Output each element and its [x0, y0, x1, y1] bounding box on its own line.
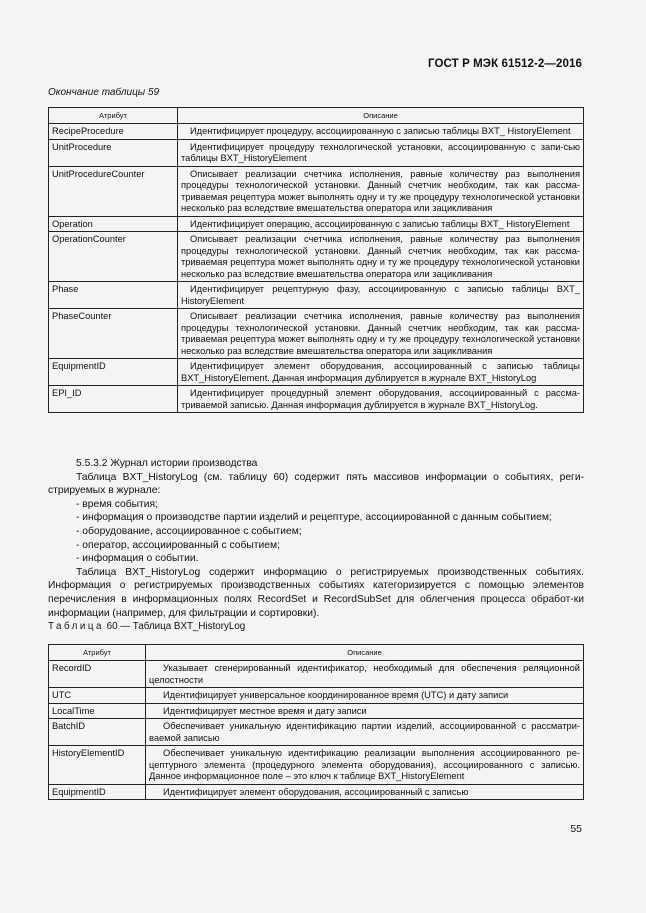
list-item: - оператор, ассоциированный с событием; — [76, 539, 280, 551]
attribute-cell: EquipmentID — [49, 784, 146, 800]
paragraph: Таблица BXT_HistoryLog содержит информацию о регистрируемых производственных событиях. Информация о регистрируемых производственных событиях категоризируется с помощью элементов перечисления в информационных полях RecordSet и RecordSubSet для облегчения процесса обработ-ки информации (например, для фильтрации и сортировки). — [48, 566, 584, 619]
column-header-description: Описание — [146, 645, 584, 661]
description-cell: Обеспечивает уникальную идентификацию партии изделий, ассоциированной с рассматри-ваемой записью — [146, 719, 584, 746]
table-60-caption-label: Таблица — [48, 621, 104, 632]
attribute-cell: RecordID — [49, 661, 146, 688]
table-row — [49, 359, 584, 386]
table-60-caption — [48, 621, 245, 632]
table-row — [49, 166, 584, 216]
list-item: - информация о производстве партии изделий и рецептуре, ассоциированной с данным событием; — [76, 512, 552, 524]
attribute-cell: LocalTime — [49, 703, 146, 719]
table-59-caption: Окончание таблицы 59 — [48, 87, 160, 98]
standard-header: ГОСТ Р МЭК 61512-2—2016 — [428, 58, 582, 70]
table-row — [49, 746, 584, 785]
table-row — [49, 386, 584, 413]
description-cell: Описывает реализации счетчика исполнения, равные количеству раз выполнения процедуры технологической установки. Данный счетчик необходим, так как рассма-триваемая рецептура может выполнять одну и ту же процедуру технологической установки несколько раз вследствие вмешательства оператора или зацикливания — [178, 309, 584, 359]
description-cell: Идентифицирует универсальное координированное время (UTC) и дату записи — [146, 688, 584, 704]
description-cell: Обеспечивает уникальную идентификацию реализации выполнения ассоциированного ре-цептурного элемента (процедурного элемента оборудования), ассоциированного с записью. Данное информационное поле – это ключ к таблице BXT_HistoryElement — [146, 746, 584, 785]
list-item: - информация о событии. — [76, 553, 199, 565]
attribute-cell: PhaseCounter — [49, 309, 178, 359]
attribute-cell: UTC — [49, 688, 146, 704]
attribute-cell: OperationCounter — [49, 232, 178, 282]
attribute-cell: EquipmentID — [49, 359, 178, 386]
description-cell: Описывает реализации счетчика исполнения, равные количеству раз выполнения процедуры технологической установки. Данный счетчик необходим, так как рассма-триваемая рецептура может выполнять одну и ту же процедуру технологической установки несколько раз вследствие вмешательства оператора или зацикливания — [178, 232, 584, 282]
section-heading: 5.5.3.2 Журнал истории производства — [76, 458, 258, 469]
description-cell: Идентифицирует элемент оборудования, ассоциированный с записью — [146, 784, 584, 800]
table-header-row — [49, 645, 584, 661]
table-row — [49, 216, 584, 232]
description-cell: Идентифицирует элемент оборудования, ассоциированный с записью таблицы BXT_HistoryElement. Данная информация дублируется в журнале BXT_HistoryLog — [178, 359, 584, 386]
description-cell: Идентифицирует местное время и дату записи — [146, 703, 584, 719]
table-row — [49, 232, 584, 282]
intro-paragraph: Таблица BXT_HistoryLog (см. таблицу 60) содержит пять массивов информации о событиях, реги-стрируемых в журнале: — [48, 471, 584, 497]
table-row — [49, 661, 584, 688]
column-header-attribute: Атрибут — [49, 645, 146, 661]
column-header-attribute: Атрибут — [49, 108, 178, 124]
table-60-caption-title: 60 — Таблица BXT_HistoryLog — [103, 621, 246, 632]
table-row — [49, 139, 584, 166]
page-number: 55 — [570, 823, 582, 835]
description-cell: Идентифицирует процедуру, ассоциированную с записью таблицы BXT_ HistoryElement — [178, 124, 584, 140]
attribute-cell: Operation — [49, 216, 178, 232]
list-item: - оборудование, ассоциированное с событием; — [76, 525, 302, 537]
description-cell: Описывает реализации счетчика исполнения, равные количеству раз выполнения процедуры технологической установки. Данный счетчик необходим, так как рассма-триваемая рецептура может выполнять одну и ту же процедуру технологической установки несколько раз вследствие вмешательства оператора или зацикливания — [178, 166, 584, 216]
table-row — [49, 784, 584, 800]
description-cell: Указывает сгенерированный идентификатор, необходимый для обеспечения реляционной целостности — [146, 661, 584, 688]
table-row — [49, 688, 584, 704]
attribute-cell: Phase — [49, 282, 178, 309]
table-row — [49, 124, 584, 140]
table-row — [49, 282, 584, 309]
column-header-description: Описание — [178, 108, 584, 124]
table-row — [49, 703, 584, 719]
description-cell: Идентифицирует рецептурную фазу, ассоциированную с записью таблицы BXT_ HistoryElement — [178, 282, 584, 309]
description-cell: Идентифицирует операцию, ассоциированную с записью таблицы BXT_ HistoryElement — [178, 216, 584, 232]
table-header-row — [49, 108, 584, 124]
attribute-cell: RecipeProcedure — [49, 124, 178, 140]
attribute-cell: UnitProcedure — [49, 139, 178, 166]
list-item: - время события; — [76, 498, 158, 510]
table-60 — [48, 644, 584, 800]
section-body — [48, 457, 584, 620]
attribute-cell: HistoryElementID — [49, 746, 146, 785]
table-row — [49, 309, 584, 359]
table-row — [49, 719, 584, 746]
attribute-cell: EPI_ID — [49, 386, 178, 413]
attribute-cell: UnitProcedureCounter — [49, 166, 178, 216]
description-cell: Идентифицирует процедурный элемент оборудования, ассоциированный с рассма-триваемой записью. Данная информация дублируется в журнале BXT_HistoryLog. — [178, 386, 584, 413]
description-cell: Идентифицирует процедуру технологической установки, ассоциированную с запи-сью таблицы BXT_HistoryElement — [178, 139, 584, 166]
attribute-cell: BatchID — [49, 719, 146, 746]
table-59 — [48, 107, 584, 413]
